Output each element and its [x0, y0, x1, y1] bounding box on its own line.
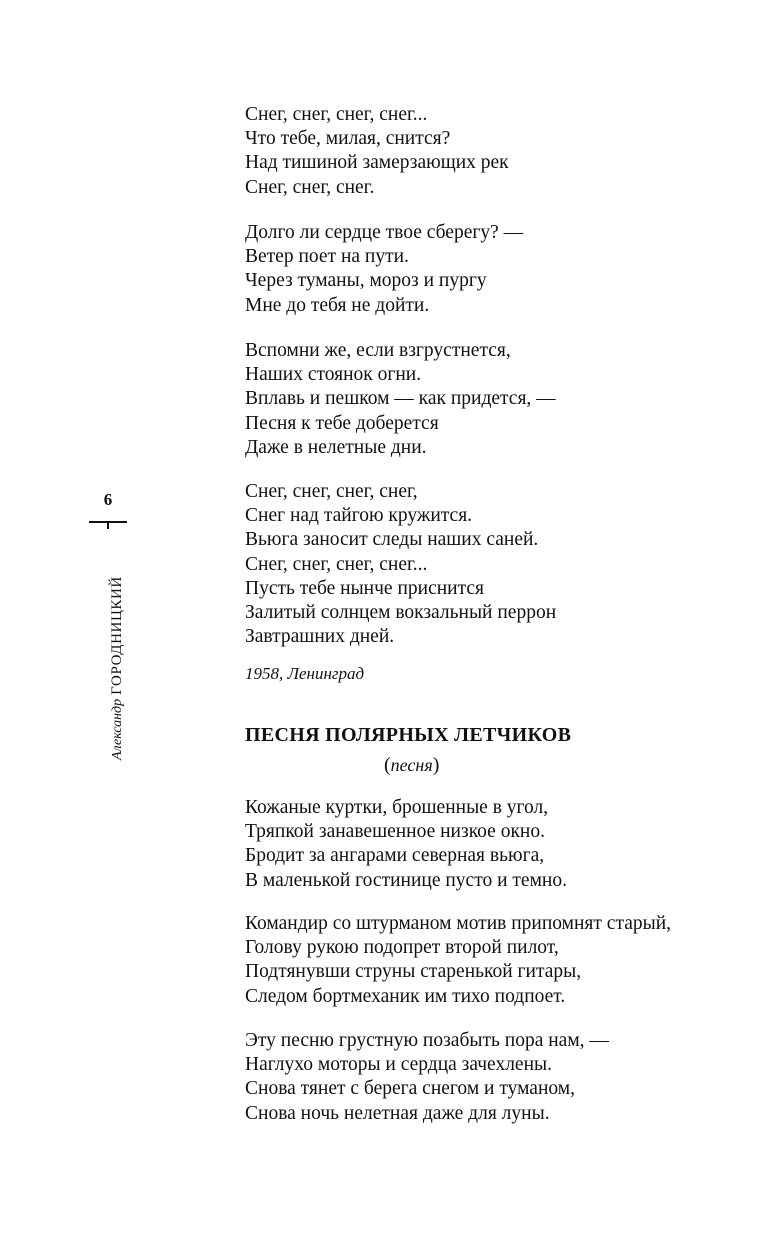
verse-line: Что тебе, милая, снится?: [245, 128, 451, 150]
poem2-stanza-3: [245, 1029, 715, 1126]
poem2-stanza-1: [245, 796, 715, 893]
verse-line: Вспомни же, если взгрустнется,: [245, 340, 511, 361]
verse-line: Голову рукою подопрет второй пилот,: [245, 937, 559, 959]
verse-line: Эту песню грустную позабыть пора нам, —: [245, 1030, 609, 1051]
verse-line: Ветер поет на пути.: [245, 246, 409, 268]
poem1-stanza-1: [245, 103, 715, 200]
poem2-stanza-2: [245, 912, 715, 1009]
verse-line: Снег над тайгою кружится.: [245, 505, 473, 527]
verse-line: Бродит за ангарами северная вьюга,: [245, 845, 545, 867]
verse-line: Вплавь и пешком — как придется, —: [245, 388, 556, 410]
subtitle-open-paren: (: [384, 754, 391, 776]
poem-subtitle: [384, 754, 439, 777]
verse-line: Долго ли сердце твое сберегу? —: [245, 222, 524, 243]
author-first-name: Александр: [110, 698, 125, 760]
verse-line: Наглухо моторы и сердца зачехлены.: [245, 1054, 553, 1076]
verse-line: Вьюга заносит следы наших саней.: [245, 529, 539, 551]
verse-line: Снова тянет с берега снегом и туманом,: [245, 1078, 575, 1100]
verse-line: Снег, снег, снег.: [245, 176, 375, 198]
verse-line: Подтянувши струны старенькой гитары,: [245, 961, 582, 983]
page-number-tick: [107, 521, 109, 529]
poem1-stanza-3: [245, 339, 715, 460]
verse-line: Над тишиной замерзающих рек: [245, 152, 509, 174]
poem-date: 1958, Ленинград: [245, 664, 365, 683]
verse-line: В маленькой гостинице пусто и темно.: [245, 869, 567, 891]
page-number: 6: [103, 490, 113, 509]
verse-line: Снова ночь нелетная даже для луны.: [245, 1102, 550, 1124]
verse-line: Следом бортмеханик им тихо подпоет.: [245, 985, 566, 1007]
running-head: [109, 576, 126, 760]
verse-line: Даже в нелетные дни.: [245, 436, 427, 458]
verse-line: Командир со штурманом мотив припомнят старый,: [245, 913, 672, 934]
verse-line: Мне до тебя не дойти.: [245, 294, 430, 316]
verse-line: Снег, снег, снег, снег...: [245, 553, 428, 575]
subtitle-text: песня: [390, 755, 433, 775]
verse-line: Пусть тебе нынче приснится: [245, 577, 484, 599]
poem1-stanza-4: [245, 480, 715, 649]
verse-line: Снег, снег, снег, снег,: [245, 481, 418, 502]
verse-line: Наших стоянок огни.: [245, 364, 422, 386]
verse-line: Песня к тебе доберется: [245, 412, 439, 434]
verse-line: Залитый солнцем вокзальный перрон: [245, 602, 557, 624]
verse-line: Снег, снег, снег, снег...: [245, 104, 428, 125]
verse-line: Через туманы, мороз и пургу: [245, 270, 487, 292]
poem1-stanza-2: [245, 221, 715, 318]
author-last-name: ГОРОДНИЦКИЙ: [109, 576, 125, 695]
verse-line: Тряпкой занавешенное низкое окно.: [245, 821, 545, 843]
subtitle-close-paren: ): [432, 754, 440, 776]
verse-line: Кожаные куртки, брошенные в угол,: [245, 797, 549, 818]
poem-title: ПЕСНЯ ПОЛЯРНЫХ ЛЕТЧИКОВ: [245, 724, 572, 746]
verse-line: Завтрашних дней.: [245, 626, 395, 648]
